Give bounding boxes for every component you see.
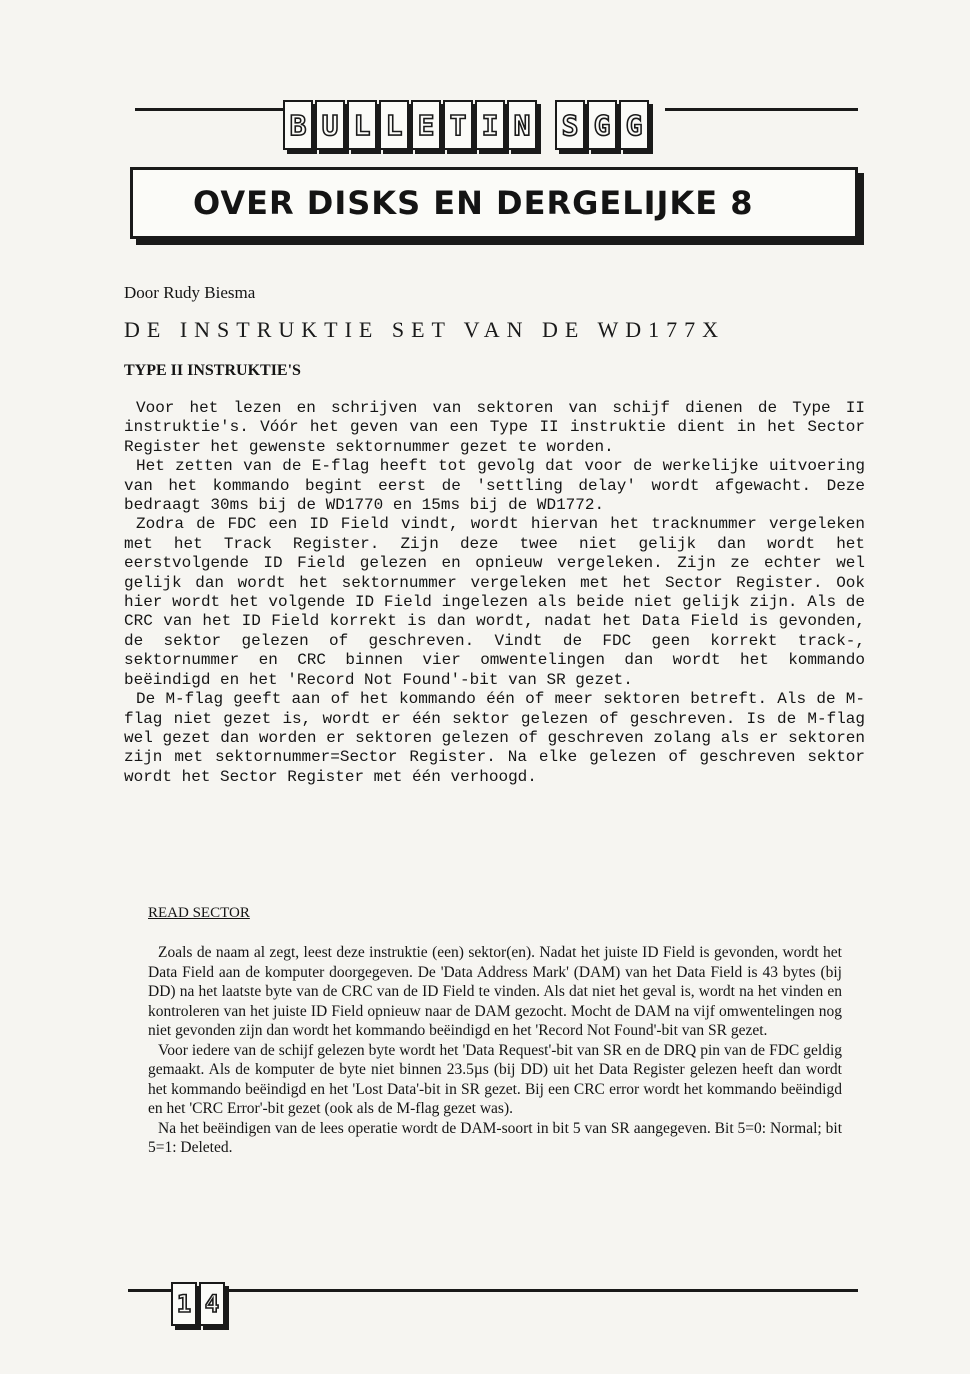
- masthead-rule-right: [665, 108, 858, 111]
- footer-rule: [128, 1289, 858, 1292]
- masthead-letter: L: [347, 100, 377, 150]
- masthead-letter: S: [555, 100, 585, 150]
- masthead-letter: G: [619, 100, 649, 150]
- article-body: [124, 399, 865, 787]
- masthead-letter: T: [443, 100, 473, 150]
- page-number-digit: 4: [199, 1282, 225, 1326]
- masthead-letter: I: [475, 100, 505, 150]
- masthead-letter: G: [587, 100, 617, 150]
- masthead-letter: E: [411, 100, 441, 150]
- masthead-rule-left: [135, 108, 283, 111]
- masthead-letter: U: [315, 100, 345, 150]
- byline: Door Rudy Biesma: [124, 283, 256, 302]
- section-title: DE INSTRUKTIE SET VAN DE WD177X: [124, 317, 725, 342]
- article-title-box: [130, 167, 858, 239]
- paragraph: Zoals de naam al zegt, leest deze instruktie (een) sektor(en). Nadat het juiste ID Field is gevonden, wordt het Data Field aan de komputer doorgegeven. De 'Data Address Mark' (DAM) van het Data Field is 43 bytes (bij DD) na het laatste byte van de CRC van de ID Field te vinden. Als dat niet het geval is, wordt na het vinden en kontroleren van het juiste ID Field opnieuw naar de DAM gezocht. Mocht de DAM na vijf omwentelingen nog niet gevonden zijn dan wordt het kommando beëindigd en het 'Record Not Found'-bit van SR gezet.: [148, 944, 842, 1039]
- article-title: OVER DISKS EN DERGELIJKE 8: [193, 184, 754, 222]
- page-number: [171, 1282, 225, 1326]
- paragraph: Het zetten van de E-flag heeft tot gevolg dat voor de werkelijke uitvoering van het kommando begint eerst de 'settling delay' wordt afgewacht. Deze bedraagt 30ms bij de WD1770 en 15ms bij de WD1772.: [124, 457, 865, 515]
- subsection-title: TYPE II INSTRUKTIE'S: [124, 362, 301, 379]
- page-number-digit: 1: [171, 1282, 197, 1326]
- paragraph: Voor iedere van de schijf gelezen byte wordt het 'Data Request'-bit van SR en de DRQ pin van de FDC geldig gemaakt. Als de komputer de byte niet binnen 23.5µs (bij DD) uit het Data Register gelezen heeft dan wordt het kommando beëindigd en het 'Lost Data'-bit in SR gezet. Bij een CRC error wordt het kommando beëindigd en het 'CRC Error'-bit gezet (ook als de M-flag gezet was).: [148, 1041, 842, 1117]
- paragraph: Zodra de FDC een ID Field vindt, wordt hiervan het tracknummer vergeleken met het Track Register. Zijn deze twee niet gelijk dan wordt het eerstvolgende ID Field gelezen en opnieuw vergeleken. Zijn ze echter wel gelijk dan wordt het sektornummer vergeleken met het Sector Register. Ook hier wordt het volgende ID Field ingelezen als beide niet gelijk zijn. Als de CRC van het ID Field korrekt is dan wordt, nadat het Data Field is gevonden, de sektor gelezen of geschreven. Vindt de FDC geen korrekt track-, sektornummer en CRC binnen vier omwentelingen dan wordt het kommando beëindigd en het 'Record Not Found'-bit van SR gezet.: [124, 515, 865, 689]
- paragraph: De M-flag geeft aan of het kommando één of meer sektoren betreft. Als de M-flag niet gezet is, wordt er één sektor gelezen of geschreven. Is de M-flag wel gezet dan worden er sektoren gelezen of geschreven zolang als er sektoren zijn met sektornummer=Sector Register. Na elke gelezen of geschreven sektor wordt het Sector Register met één verhoogd.: [124, 690, 865, 786]
- read-sector-heading: READ SECTOR: [148, 905, 250, 921]
- masthead-letter: B: [283, 100, 313, 150]
- paragraph: Voor het lezen en schrijven van sektoren van schijf dienen de Type II instruktie's. Vóór het geven van een Type II instruktie dient in het Sector Register het gewenste sektornummer gezet te worden.: [124, 399, 865, 456]
- masthead-letter: N: [507, 100, 537, 150]
- paragraph: Na het beëindigen van de lees operatie wordt de DAM-soort in bit 5 van SR aangegeven. Bit 5=0: Normal; bit 5=1: Deleted.: [148, 1119, 842, 1156]
- masthead: [283, 100, 649, 158]
- masthead-letter: L: [379, 100, 409, 150]
- read-sector-body: [148, 943, 842, 1158]
